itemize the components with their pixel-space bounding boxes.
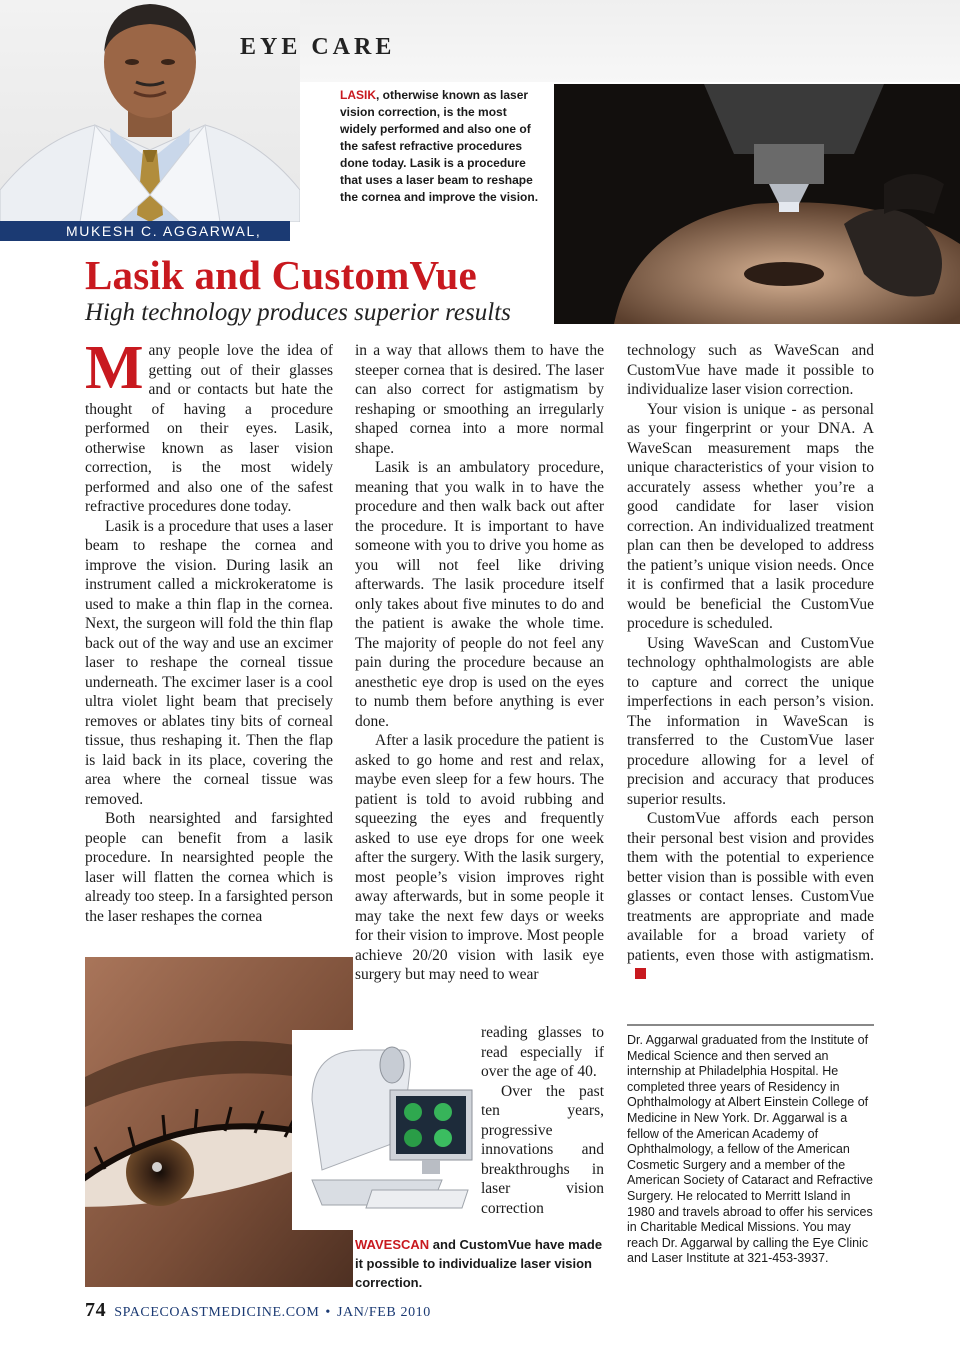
bio-divider: [627, 1024, 874, 1026]
paragraph-text: CustomVue affords each person their personal best vision and provides them with the potential to experience better vision than is possible with even glasses or contact lenses. CustomVue treatments are appropriate and made available for a broad variety of patients, even those with astigmatism.: [627, 810, 874, 964]
paragraph: Using WaveScan and CustomVue technology ophthalmologists are able to capture and correct the unique imperfections in each person’s vision. The information in WaveScan is transferred to the CustomVue laser procedure allowing for a level of precision and accuracy that produces superior results.: [627, 634, 874, 808]
paragraph: [627, 809, 874, 985]
paragraph: Lasik is a procedure that uses a laser beam to reshape the cornea and improve the vision. During lasik an instrument called a mickrokeratome is used to make a thin flap in the cornea. Next, the surgeon will fold the thin flap back out of the way and use an excimer laser to reshape the corneal tissue underneath. The excimer laser is a cool ultra violet light beam that precisely removes or ablates tiny bits of corneal tissue, thus reshaping it. Then the flap is laid back in its place, covering the area where the corneal tissue was removed.: [85, 517, 333, 808]
footer-site: SPACECOASTMEDICINE.COM: [114, 1305, 320, 1320]
paragraph: technology such as WaveScan and CustomVue have made it possible to individualize laser vision correction.: [627, 342, 874, 398]
top-caption-text: , otherwise known as laser vision correction, is the most widely performed and also one of the safest refractive procedures done today. Lasik is a procedure that uses a laser beam to reshape the cornea and improve the vision.: [340, 88, 539, 204]
wavescan-machine-illustration: [292, 1030, 480, 1230]
end-of-article-mark: [635, 968, 646, 979]
author-bio: Dr. Aggarwal graduated from the Institute of Medical Science and then served an internship at Philadelphia Hospital. He completed three years of Residency in Ophthalmology at Albert Einstein College of Medicine in New York. Dr. Aggarwal is a fellow of the American Academy of Ophthalmology, a fellow of the American Cosmetic Surgery and a member of the American Society of Cataract and Refractive Surgery. He relocated to Merritt Island in 1980 and travels abroad to offer his services in Charitable Medical Missions. You may reach Dr. Aggarwal by calling the Eye Clinic and Laser Institute at 321-453-3937.: [627, 1033, 873, 1266]
article-column-3: [627, 341, 874, 1021]
article-subtitle: High technology produces superior results: [85, 299, 511, 326]
page-number: 74: [85, 1299, 107, 1321]
page-footer: [85, 1299, 431, 1322]
paragraph: Over the past ten years, progressive innovations and breakthroughs in laser vision correction: [481, 1082, 604, 1217]
footer-separator: •: [325, 1305, 331, 1320]
article-column-2-continued: [481, 1023, 604, 1223]
paragraph: [85, 341, 333, 517]
paragraph: Both nearsighted and farsighted people can benefit from a lasik procedure. In nearsighted people the laser will flatten the cornea which is already too steep. In a farsighted person the laser reshapes the cornea: [85, 810, 333, 925]
top-caption-highlight: LASIK: [340, 88, 376, 102]
paragraph: After a lasik procedure the patient is asked to go home and rest and relax, maybe even sleep for a few hours. The patient is told to avoid rubbing and squeezing the eyes and frequently asked to use eye drops for one week after the surgery. With the lasik surgery, most people’s vision improves right away afterwards, but in some people it may take the next few days or weeks for their vision to improve. Most people achieve 20/20 vision with lasik eye surgery but may need to wear: [355, 732, 604, 983]
bottom-caption-highlight: WAVESCAN: [355, 1237, 430, 1252]
article-title: Lasik and CustomVue: [85, 252, 477, 298]
paragraph: Your vision is unique - as personal as your fingerprint or your DNA. A WaveScan measurement maps the unique characteristics of your vision to accurately assess whether you’re a good candidate for laser vision correction. An individualized treatment plan can then be developed to address the patient’s unique vision needs. Once it is confirmed that a lasik procedure would be beneficial the CustomVue procedure is scheduled.: [627, 400, 874, 632]
bottom-caption: [355, 1235, 605, 1292]
paragraph: reading glasses to read especially if over the age of 40.: [481, 1024, 604, 1080]
lasik-procedure-illustration: [554, 84, 960, 324]
author-name-bar: MUKESH C. AGGARWAL, MD: [0, 221, 290, 241]
top-caption: [340, 87, 540, 206]
bottom-caption-text: and CustomVue have made it possible to individualize laser vision correction.: [355, 1237, 603, 1290]
article-column-1: [85, 341, 333, 949]
paragraph: in a way that allows them to have the steeper cornea that is desired. The laser can also correct for astigmatism by reshaping or smoothing an irregularly shaped cornea into a more normal shape.: [355, 342, 604, 457]
section-label: EYE CARE: [240, 34, 396, 60]
lasik-procedure-photo: [554, 84, 960, 324]
wavescan-machine-photo: [292, 1030, 480, 1230]
paragraph: Lasik is an ambulatory procedure, meaning that you walk in to have the procedure and then walk back out after the procedure. It is important to have someone with you to drive you home as you will not feel like driving afterwards. The lasik procedure itself only takes about five minutes to do and the patient is awake the whole time. The majority of people do not feel any pain during the procedure because an anesthetic eye drop is used on the eyes to numb them before anything is ever done.: [355, 459, 604, 730]
article-column-2: [355, 341, 604, 1021]
drop-cap: M: [85, 341, 144, 402]
footer-issue: JAN/FEB 2010: [336, 1305, 431, 1320]
paragraph-text: any people love the idea of getting out of their glasses and or contacts but hate the thought of having a procedure performed on their eyes. Lasik, otherwise known as laser vision correction, is the most widely performed and also one of the safest refractive procedures done today.: [85, 342, 333, 515]
